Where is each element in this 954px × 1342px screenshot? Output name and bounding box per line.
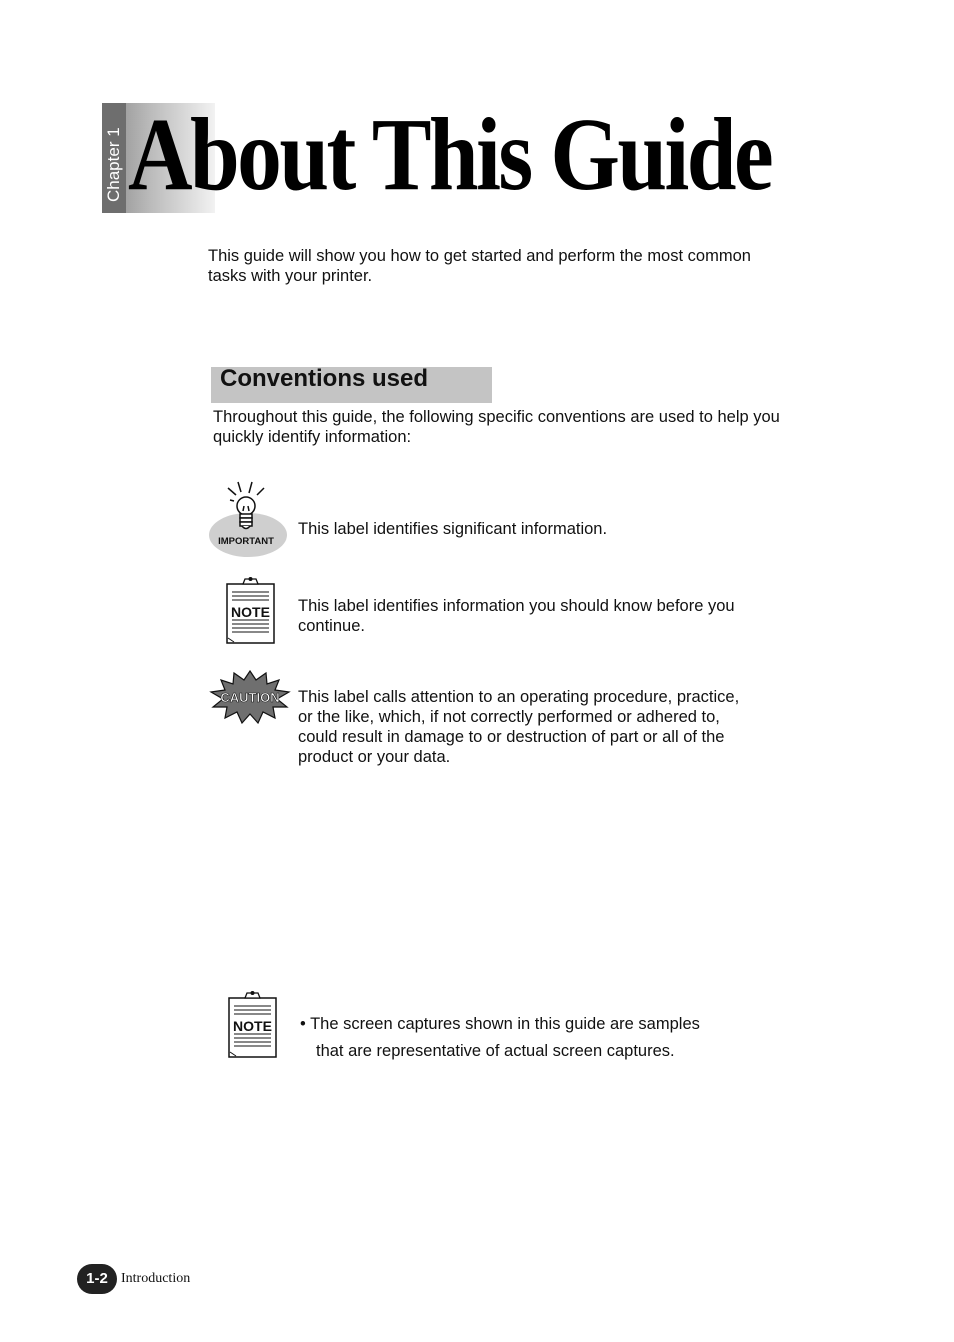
important-icon bbox=[208, 480, 292, 560]
chapter-label: Chapter 1 bbox=[104, 127, 123, 202]
intro-paragraph: This guide will show you how to get started and perform the most common tasks with your printer. bbox=[208, 247, 751, 285]
caution-badge-text: CAUTION bbox=[220, 690, 280, 705]
convention-note-text: This label identifies information you should know before you continue. bbox=[298, 597, 735, 635]
bottom-note-line1: The screen captures shown in this guide are samples bbox=[310, 1015, 700, 1033]
convention-important-text: This label identifies significant information. bbox=[298, 520, 608, 538]
bottom-note-line2: that are representative of actual screen captures. bbox=[316, 1042, 675, 1060]
section-heading bbox=[211, 367, 492, 403]
caution-icon bbox=[209, 670, 291, 724]
footer-section-label: Introduction bbox=[121, 1271, 191, 1286]
page-title: About This Guide bbox=[128, 97, 772, 212]
note-icon bbox=[224, 576, 278, 646]
bottom-note-text bbox=[300, 1011, 760, 1065]
note-badge-text: NOTE bbox=[231, 604, 270, 620]
bottom-note-icon bbox=[226, 990, 280, 1060]
page-number-badge: 1-2 bbox=[77, 1264, 117, 1294]
section-heading-label: Conventions used bbox=[220, 365, 429, 392]
important-badge-text: IMPORTANT bbox=[218, 536, 274, 547]
section-intro: Throughout this guide, the following specific conventions are used to help you quickly identify information: bbox=[213, 408, 780, 446]
bottom-note-badge-text: NOTE bbox=[233, 1018, 272, 1034]
bottom-note-bullet: • bbox=[300, 1015, 306, 1033]
convention-caution-text: This label calls attention to an operating procedure, practice, or the like, which, if not correctly performed or adhered to, could result in damage to or destruction of part or all of the product or your data. bbox=[298, 688, 740, 766]
